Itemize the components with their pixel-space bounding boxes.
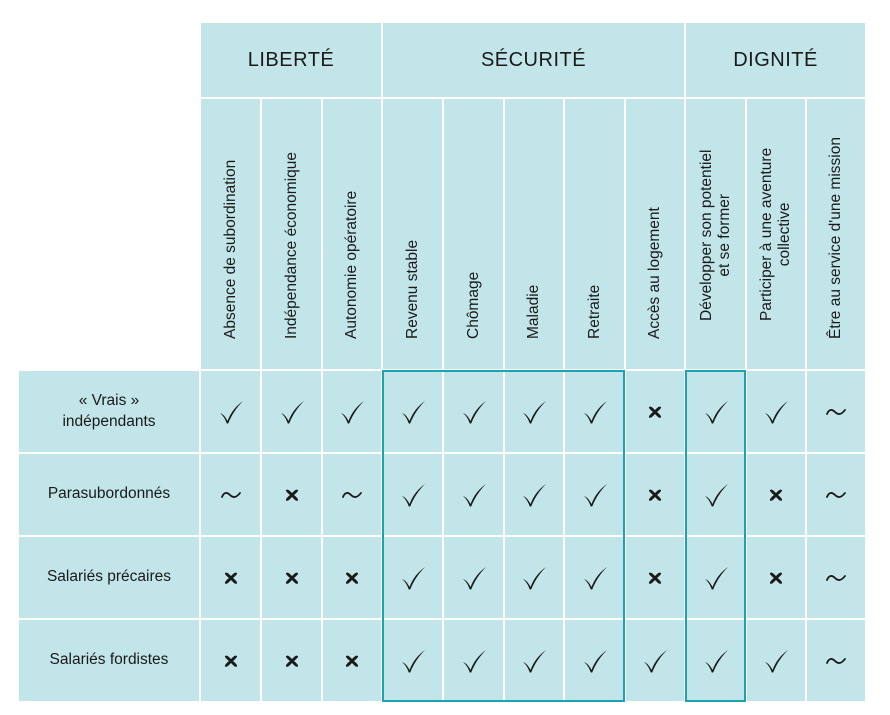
table-cell: [201, 371, 260, 452]
table-cell: [807, 537, 865, 618]
table-cell: [444, 371, 503, 452]
table-cell: [262, 620, 321, 701]
table-cell: [505, 537, 563, 618]
row-label: Salariés fordistes: [19, 620, 199, 701]
table-cell: [323, 537, 381, 618]
table-cell: [747, 454, 805, 535]
column-header-label: Accès au logement: [646, 207, 664, 340]
column-header: [565, 99, 624, 369]
check-mark-icon: [582, 565, 608, 591]
cross-mark-icon: [646, 486, 664, 504]
check-mark-icon: [582, 399, 608, 425]
table-cell: [323, 454, 381, 535]
table-cell: [565, 620, 624, 701]
table-cell: [201, 454, 260, 535]
check-mark-icon: [763, 648, 789, 674]
check-mark-icon: [279, 399, 305, 425]
table-cell: [565, 537, 624, 618]
column-header-label: et se former: [715, 194, 733, 277]
column-header-label: Autonomie opératoire: [343, 190, 361, 340]
cross-mark-icon: [767, 486, 785, 504]
table-cell: [686, 537, 745, 618]
table-cell: [383, 620, 442, 701]
cross-mark-icon: [283, 486, 301, 504]
cross-mark-icon: [767, 569, 785, 587]
column-header-label: collective: [776, 202, 793, 267]
table-cell: [807, 454, 865, 535]
check-mark-icon: [521, 565, 547, 591]
column-header-label: Indépendance économique: [282, 152, 300, 340]
column-header-label: Retraite: [585, 284, 603, 340]
check-mark-icon: [400, 648, 426, 674]
column-header: [444, 99, 503, 369]
check-mark-icon: [461, 565, 487, 591]
table-cell: [626, 620, 684, 701]
table-cell: [444, 537, 503, 618]
table-cell: [201, 537, 260, 618]
table-cell: [323, 371, 381, 452]
check-mark-icon: [339, 399, 365, 425]
column-header-label: Absence de subordination: [221, 159, 239, 340]
column-header-label: Revenu stable: [403, 240, 421, 340]
column-header: [262, 99, 321, 369]
tilde-icon: [825, 654, 847, 668]
table-cell: [444, 620, 503, 701]
table-cell: [807, 620, 865, 701]
check-mark-icon: [582, 482, 608, 508]
column-header-label: Participer à une aventure: [758, 148, 776, 322]
table-cell: [201, 620, 260, 701]
table-cell: [626, 454, 684, 535]
check-mark-icon: [703, 565, 729, 591]
cross-mark-icon: [222, 569, 240, 587]
check-mark-icon: [703, 399, 729, 425]
cross-mark-icon: [283, 652, 301, 670]
table-cell: [686, 454, 745, 535]
check-mark-icon: [582, 648, 608, 674]
check-mark-icon: [642, 648, 668, 674]
check-mark-icon: [763, 399, 789, 425]
table-cell: [262, 454, 321, 535]
table-cell: [262, 537, 321, 618]
check-mark-icon: [521, 648, 547, 674]
table-cell: [686, 371, 745, 452]
table-cell: [626, 537, 684, 618]
column-header: [383, 99, 442, 369]
column-header-label: Développer son potentiel: [697, 149, 715, 322]
group-header: DIGNITÉ: [686, 23, 865, 97]
check-mark-icon: [521, 399, 547, 425]
table-cell: [383, 371, 442, 452]
check-mark-icon: [461, 648, 487, 674]
tilde-icon: [825, 405, 847, 419]
cross-mark-icon: [222, 652, 240, 670]
table-cell: [505, 620, 563, 701]
check-mark-icon: [703, 482, 729, 508]
table-cell: [747, 537, 805, 618]
table-cell: [323, 620, 381, 701]
column-header-label: Être au service d'une mission: [827, 137, 845, 340]
table-cell: [565, 454, 624, 535]
table-cell: [444, 454, 503, 535]
cross-mark-icon: [646, 403, 664, 421]
tilde-icon: [825, 488, 847, 502]
column-header: [505, 99, 563, 369]
table-cell: [383, 537, 442, 618]
table-cell: [383, 454, 442, 535]
tilde-icon: [341, 488, 363, 502]
check-mark-icon: [703, 648, 729, 674]
column-header-label: Chômage: [464, 271, 482, 340]
table-cell: [565, 371, 624, 452]
table-cell: [505, 454, 563, 535]
tilde-icon: [825, 571, 847, 585]
table-cell: [262, 371, 321, 452]
check-mark-icon: [400, 399, 426, 425]
column-header: [626, 99, 684, 369]
cross-mark-icon: [283, 569, 301, 587]
check-mark-icon: [461, 399, 487, 425]
check-mark-icon: [461, 482, 487, 508]
column-header-label: Maladie: [525, 284, 543, 340]
row-label: Salariés précaires: [19, 537, 199, 618]
table-cell: [505, 371, 563, 452]
cross-mark-icon: [343, 652, 361, 670]
tilde-icon: [220, 488, 242, 502]
table-cell: [686, 620, 745, 701]
column-header: [686, 99, 745, 369]
row-label: « Vrais » indépendants: [19, 371, 199, 452]
column-header: [201, 99, 260, 369]
row-label: Parasubordonnés: [19, 454, 199, 535]
column-header: [807, 99, 865, 369]
cross-mark-icon: [343, 569, 361, 587]
check-mark-icon: [218, 399, 244, 425]
group-header: LIBERTÉ: [201, 23, 381, 97]
check-mark-icon: [521, 482, 547, 508]
check-mark-icon: [400, 482, 426, 508]
column-header: [747, 99, 805, 369]
group-header: SÉCURITÉ: [383, 23, 684, 97]
table-cell: [747, 620, 805, 701]
check-mark-icon: [400, 565, 426, 591]
table-cell: [807, 371, 865, 452]
cross-mark-icon: [646, 569, 664, 587]
table-cell: [747, 371, 805, 452]
table-cell: [626, 371, 684, 452]
column-header: [323, 99, 381, 369]
